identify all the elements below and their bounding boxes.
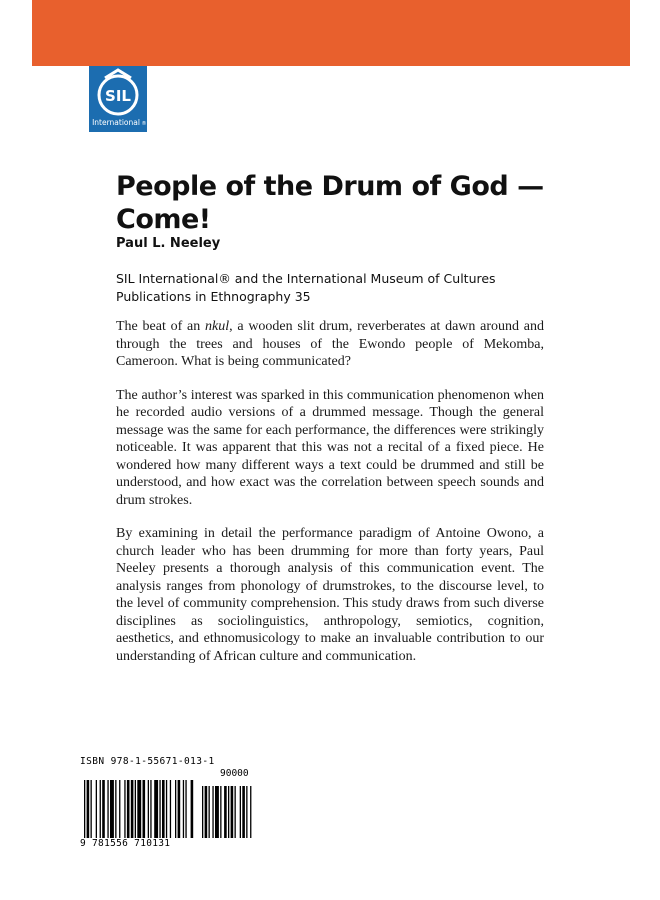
publisher-line-2: Publications in Ethnography 35 — [116, 289, 311, 304]
publisher-line-1: SIL International® and the International Museum of Cultures — [116, 271, 496, 286]
blurb-p1-italic: nkul — [204, 319, 230, 334]
orange-band — [32, 0, 630, 66]
blurb-p1-end: , a wooden slit drum, reverberates at dawn around and through the trees and houses of the Ewondo people of Mekomba, Cameroon. What is being communicated? — [116, 319, 544, 369]
back-cover — [32, 0, 630, 900]
sil-logo — [89, 66, 147, 132]
blurb-p1-start: The beat of an — [116, 319, 205, 334]
svg-text:SIL: SIL — [105, 87, 131, 105]
svg-text:®: ® — [141, 121, 147, 127]
blurb — [116, 318, 544, 681]
blurb-paragraph-2: The author’s interest was sparked in this communication phenomenon when he recorded audio versions of a drummed message. Though the general message was the same for each performance, the differences were strikingly noticeable. It was apparent that this was not a recital of a fixed piece. He wondered how many different ways a text could be drummed and still be understood, and how exact was the correlation between speech sounds and drum strokes. — [116, 387, 544, 508]
author-name: Paul L. Neeley — [116, 236, 221, 251]
barcode-bars — [82, 780, 256, 840]
publisher-info — [116, 270, 556, 306]
blurb-paragraph-1 — [116, 318, 544, 371]
svg-text:International: International — [92, 118, 140, 127]
isbn-number: ISBN 978-1-55671-013-1 — [80, 756, 215, 767]
blurb-paragraph-3: By examining in detail the performance paradigm of Antoine Owono, a church leader who has been drumming for more than forty years, Paul Neeley presents a thorough analysis of this communication event. The analysis ranges from phonology of drumstrokes, to the discourse level, to the level of community comprehension. This study draws from such diverse disciplines as sociolinguistics, anthropology, semiotics, cognition, aesthetics, and ethnomusicology to make an invaluable contribution to our understanding of African culture and communication. — [116, 526, 544, 664]
isbn-barcode — [80, 756, 256, 854]
barcode-digits: 9 781556 710131 — [80, 838, 171, 849]
book-title: People of the Drum of God — Come! — [116, 171, 544, 235]
price-code: 90000 — [220, 768, 249, 779]
